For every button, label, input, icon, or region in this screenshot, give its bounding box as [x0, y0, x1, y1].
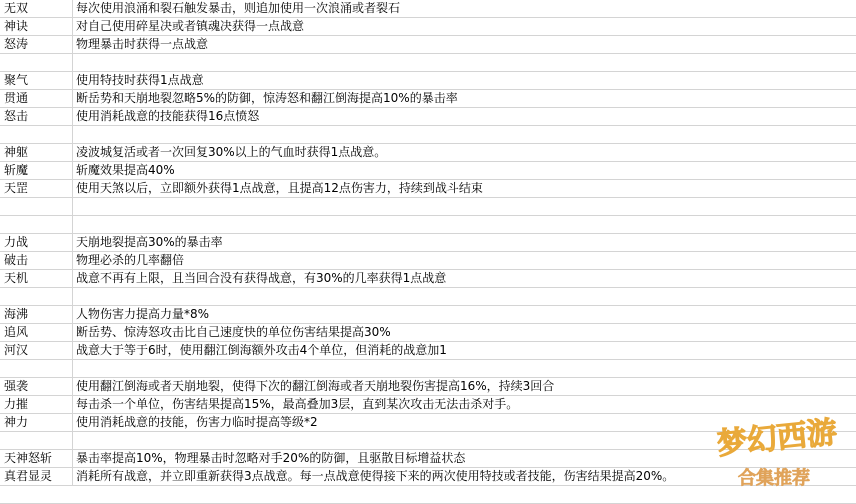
table-row[interactable] — [0, 72, 856, 90]
skill-description-cell[interactable]: 凌波城复活或者一次回复30%以上的气血时获得1点战意。 — [76, 145, 387, 159]
skill-description-cell[interactable]: 使用翻江倒海或者天崩地裂，使得下次的翻江倒海或者天崩地裂伤害提高16%，持续3回合 — [76, 379, 555, 393]
skill-description-cell[interactable]: 物理必杀的几率翻倍 — [76, 253, 185, 267]
table-row[interactable] — [0, 360, 856, 378]
table-row[interactable] — [0, 108, 856, 126]
skill-name-cell[interactable] — [0, 288, 73, 305]
skill-description-cell[interactable]: 每击杀一个单位，伤害结果提高15%，最高叠加3层，直到某次攻击无法击杀对手。 — [76, 397, 519, 411]
table-row[interactable] — [0, 432, 856, 450]
skill-description-cell[interactable] — [73, 432, 856, 449]
skill-name-cell[interactable]: 贯通 — [0, 90, 73, 107]
skill-name-cell[interactable]: 神力 — [0, 414, 73, 431]
skill-name-cell[interactable] — [0, 216, 73, 233]
skill-description-cell[interactable]: 使用消耗战意的技能，伤害力临时提高等级*2 — [76, 415, 318, 429]
skill-name-cell[interactable]: 斩魔 — [0, 162, 73, 179]
skill-name-cell[interactable]: 无双 — [0, 0, 73, 17]
skill-description-cell[interactable]: 战意不再有上限，且当回合没有获得战意，有30%的几率获得1点战意 — [76, 271, 447, 285]
skill-name-cell[interactable]: 聚气 — [0, 72, 73, 89]
skill-name-cell[interactable] — [0, 360, 73, 377]
table-row[interactable] — [0, 378, 856, 396]
skill-description-cell[interactable]: 天崩地裂提高30%的暴击率 — [76, 235, 223, 249]
skill-name-cell[interactable]: 河汉 — [0, 342, 73, 359]
skill-description-cell[interactable] — [73, 198, 856, 215]
skill-name-cell[interactable]: 海沸 — [0, 306, 73, 323]
skill-description-cell[interactable]: 使用特技时获得1点战意 — [76, 73, 204, 87]
skill-description-cell[interactable]: 使用消耗战意的技能获得16点愤怒 — [76, 109, 260, 123]
empty-row[interactable] — [0, 486, 856, 504]
skill-name-cell[interactable]: 力摧 — [0, 396, 73, 413]
table-row[interactable] — [0, 198, 856, 216]
skill-description-cell[interactable] — [73, 288, 856, 305]
table-row[interactable] — [0, 450, 856, 468]
skill-name-cell[interactable]: 追风 — [0, 324, 73, 341]
skill-description-cell[interactable]: 斩魔效果提高40% — [76, 163, 175, 177]
table-row[interactable] — [0, 18, 856, 36]
skill-name-cell[interactable]: 天机 — [0, 270, 73, 287]
table-row[interactable] — [0, 180, 856, 198]
table-row[interactable] — [0, 414, 856, 432]
skill-description-cell[interactable] — [73, 216, 856, 233]
skill-name-cell[interactable] — [0, 126, 73, 143]
table-row[interactable] — [0, 288, 856, 306]
skill-description-cell[interactable] — [73, 54, 856, 71]
watermark-line1: 梦幻西游 — [715, 414, 839, 463]
table-row[interactable] — [0, 234, 856, 252]
skill-description-cell[interactable]: 断岳势、惊涛怒攻击比自己速度快的单位伤害结果提高30% — [76, 325, 391, 339]
table-row[interactable] — [0, 342, 856, 360]
table-row[interactable] — [0, 396, 856, 414]
skill-name-cell[interactable]: 怒涛 — [0, 36, 73, 53]
skill-name-cell[interactable]: 怒击 — [0, 108, 73, 125]
skill-description-cell[interactable] — [73, 126, 856, 143]
table-row[interactable] — [0, 270, 856, 288]
table-row[interactable] — [0, 126, 856, 144]
skill-name-cell[interactable] — [0, 54, 73, 71]
skill-description-cell[interactable]: 消耗所有战意，并立即重新获得3点战意。每一点战意使得接下来的两次使用特技或者技能，伤害结果提高20%。 — [76, 469, 675, 483]
table-row[interactable] — [0, 162, 856, 180]
skill-name-cell[interactable]: 天神怒斩 — [0, 450, 73, 467]
table-row[interactable] — [0, 144, 856, 162]
skill-name-cell[interactable]: 力战 — [0, 234, 73, 251]
table-row[interactable] — [0, 306, 856, 324]
skill-description-cell[interactable] — [73, 360, 856, 377]
skill-description-cell[interactable]: 物理暴击时获得一点战意 — [76, 37, 209, 51]
watermark-line2: 合集推荐 — [738, 468, 810, 489]
skill-description-cell[interactable]: 对自己使用碎星决或者镇魂决获得一点战意 — [76, 19, 305, 33]
skill-name-cell[interactable]: 神诀 — [0, 18, 73, 35]
table-row[interactable] — [0, 468, 856, 486]
skill-name-cell[interactable] — [0, 198, 73, 215]
skill-description-cell[interactable]: 断岳势和天崩地裂忽略5%的防御，惊涛怒和翻江倒海提高10%的暴击率 — [76, 91, 458, 105]
skill-name-cell[interactable]: 破击 — [0, 252, 73, 269]
skill-name-cell[interactable]: 强袭 — [0, 378, 73, 395]
table-row[interactable] — [0, 216, 856, 234]
skill-name-cell[interactable] — [0, 432, 73, 449]
skill-description-cell[interactable]: 人物伤害力提高力量*8% — [76, 307, 210, 321]
table-row[interactable] — [0, 54, 856, 72]
skill-description-cell[interactable]: 使用天煞以后，立即额外获得1点战意，且提高12点伤害力，持续到战斗结束 — [76, 181, 483, 195]
table-row[interactable] — [0, 324, 856, 342]
skill-name-cell[interactable]: 神躯 — [0, 144, 73, 161]
table-row[interactable] — [0, 36, 856, 54]
skill-description-cell[interactable]: 暴击率提高10%，物理暴击时忽略对手20%的防御，且驱散目标增益状态 — [76, 451, 466, 465]
skill-description-cell[interactable]: 战意大于等于6时，使用翻江倒海额外攻击4个单位，但消耗的战意加1 — [76, 343, 447, 357]
skill-description-cell[interactable]: 每次使用浪涌和裂石触发暴击，则追加使用一次浪涌或者裂石 — [76, 1, 401, 15]
skill-name-cell[interactable]: 天罡 — [0, 180, 73, 197]
skill-name-cell[interactable]: 真君显灵 — [0, 468, 73, 485]
table-row[interactable] — [0, 90, 856, 108]
table-row[interactable] — [0, 252, 856, 270]
table-row[interactable] — [0, 0, 856, 18]
